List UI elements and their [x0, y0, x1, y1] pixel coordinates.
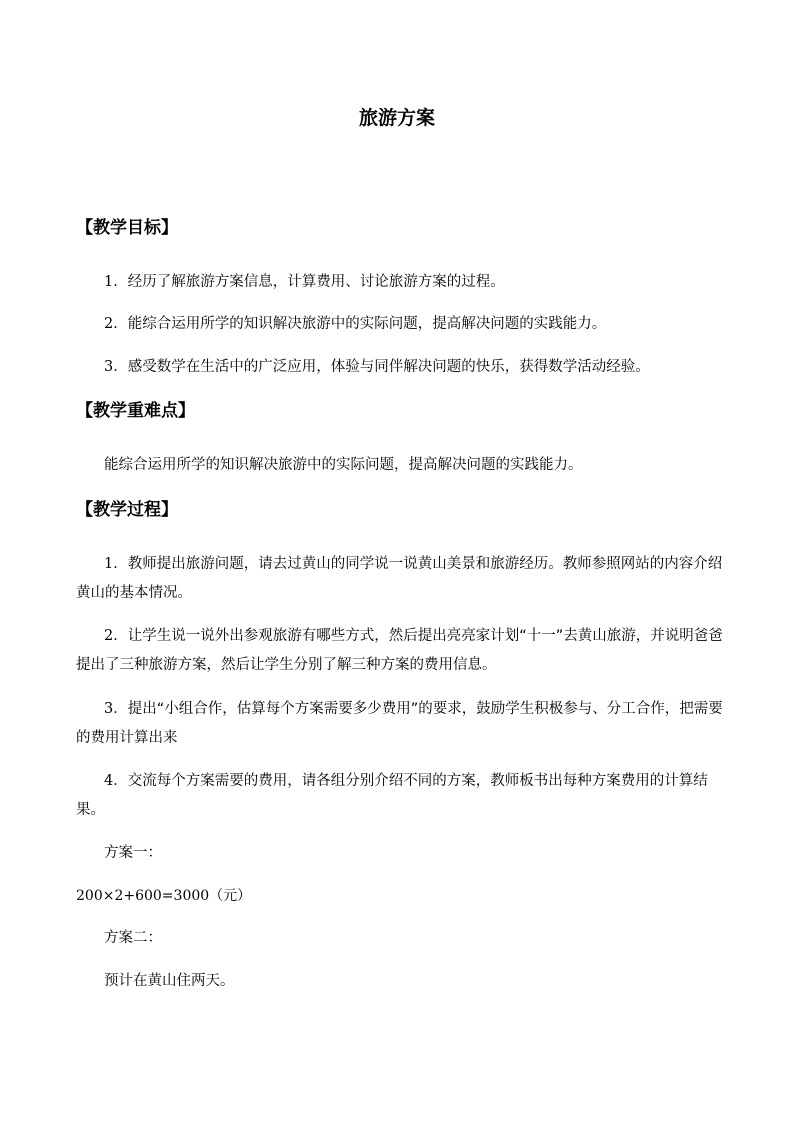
objective-item-1 [76, 268, 730, 297]
plan-1-label: 方案一： [104, 845, 162, 861]
item-text: 提出“小组合作，估算每个方案需要多少费用”的要求，鼓励学生积极参与、分工合作，把需要的费用计算出来 [76, 701, 723, 746]
item-number: 2． [104, 628, 128, 644]
process-item-4 [76, 767, 730, 825]
item-number: 1． [104, 556, 128, 572]
item-text: 教师提出旅游问题，请去过黄山的同学说一说黄山美景和旅游经历。教师参照网站的内容介绍黄山的基本情况。 [76, 556, 723, 601]
plan-1-formula: 200×2+600=3000（元） [76, 888, 252, 904]
plan-2-label: 方案二： [104, 930, 162, 946]
item-text: 交流每个方案需要的费用，请各组分别介绍不同的方案，教师板书出每种方案费用的计算结果。 [76, 773, 708, 818]
section-heading-key-points: 【教学重难点】 [76, 401, 195, 421]
objective-item-3 [76, 353, 730, 382]
item-number: 3． [104, 359, 128, 375]
key-points-paragraph: 能综合运用所学的知识解决旅游中的实际问题，提高解决问题的实践能力。 [104, 457, 583, 473]
item-text: 让学生说一说外出参观旅游有哪些方式，然后提出亮亮家计划“十一”去黄山旅游，并说明爸爸提出了三种旅游方案，然后让学生分别了解三种方案的费用信息。 [76, 628, 723, 673]
item-number: 1． [104, 274, 128, 290]
plan-2-text: 预计在黄山住两天。 [104, 973, 235, 989]
item-number: 2． [104, 316, 128, 332]
item-text: 能综合运用所学的知识解决旅游中的实际问题，提高解决问题的实践能力。 [127, 316, 607, 332]
item-text: 经历了解旅游方案信息，计算费用、讨论旅游方案的过程。 [127, 274, 505, 290]
section-heading-process: 【教学过程】 [76, 500, 178, 520]
item-number: 3． [104, 701, 128, 717]
objective-item-2 [76, 310, 730, 339]
process-item-1 [76, 550, 730, 608]
process-item-3 [76, 695, 730, 753]
section-heading-objectives: 【教学目标】 [76, 218, 178, 238]
document-title: 旅游方案 [358, 107, 435, 129]
process-item-2 [76, 622, 730, 680]
item-number: 4． [104, 773, 128, 789]
item-text: 感受数学在生活中的广泛应用，体验与同伴解决问题的快乐，获得数学活动经验。 [127, 359, 650, 375]
